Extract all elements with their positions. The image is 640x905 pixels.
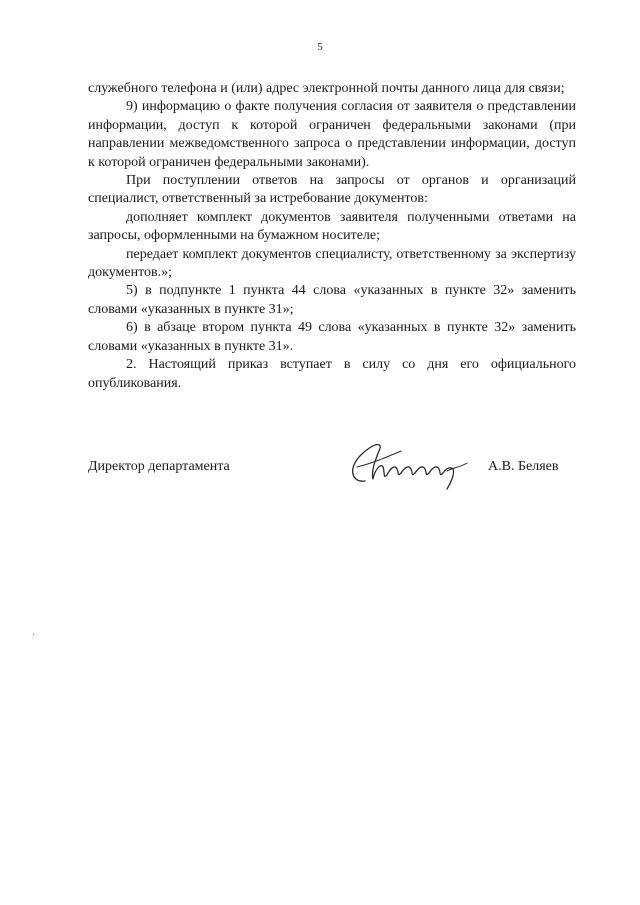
paragraph-item-5: 5) в подпункте 1 пункта 44 слова «указанных в пункте 32» заменить словами «указанных в пункте 31»; — [88, 283, 576, 317]
signatory-position: Директор департамента — [88, 459, 230, 474]
margin-mark: ' — [33, 632, 35, 642]
paragraph-item-9: 9) информацию о факте получения согласия от заявителя о представлении информации, доступ к которой ограничен федеральными законами (при направлении межведомственного запроса о представлении информации, доступ к которой ограничен федеральными законами). — [88, 99, 576, 170]
signatory-name: А.В. Беляев — [488, 459, 559, 474]
document-body — [88, 80, 576, 393]
paragraph-supplements-set: дополняет комплект документов заявителя полученными ответами на запросы, оформленными на бумажном носителе; — [88, 209, 576, 244]
paragraph-item-6: 6) в абзаце втором пункта 49 слова «указанных в пункте 32» заменить словами «указанных в пункте 31». — [88, 320, 576, 354]
page-number: 5 — [317, 41, 323, 53]
handwritten-signature — [343, 437, 483, 497]
paragraph-contact-info: служебного телефона и (или) адрес электронной почты данного лица для связи; — [88, 81, 565, 96]
signature-block — [88, 451, 576, 501]
paragraph-responses-intro: При поступлении ответов на запросы от органов и организаций специалист, ответственный за истребование документов: — [88, 173, 576, 207]
paragraph-transfers-set: передает комплект документов специалисту, ответственному за экспертизу документов.»; — [88, 246, 576, 281]
paragraph-effective-date: 2. Настоящий приказ вступает в силу со дня его официального опубликования. — [88, 357, 576, 391]
